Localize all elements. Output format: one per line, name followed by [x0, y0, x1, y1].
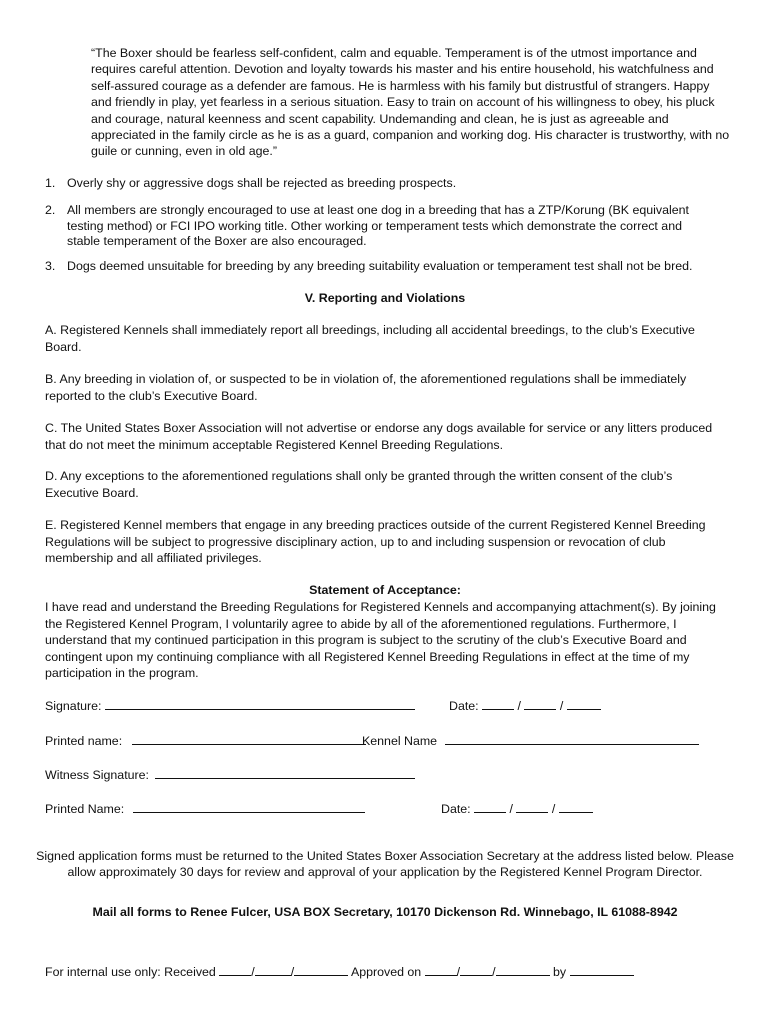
- approved-by-label: by: [553, 965, 567, 979]
- printed-name-field[interactable]: [132, 732, 366, 745]
- signature-field[interactable]: [105, 697, 415, 710]
- violation-paragraph: E. Registered Kennel members that engage in any breeding practices outside of the current Registered Kennel Breeding Regulations will be subject to progressive disciplinary action, up to and including suspension or revocation of club membership and all affiliated privileges.: [45, 518, 706, 566]
- return-note: Signed application forms must be returned to the United States Boxer Association Secretary at the address listed below. Please allow approximately 30 days for review and approval of your application by the Registered Kennel Program Director.: [36, 849, 734, 879]
- list-text: All members are strongly encouraged to use at least one dog in a breeding that has a ZTP/Korung (BK equivalent testing method) or FCI IPO working title. Other working or temperament tests which demonstrate the correct and stable temperament of the Boxer are also encouraged.: [67, 203, 689, 248]
- kennel-name-label: Kennel Name: [362, 734, 438, 748]
- date2-label: Date:: [441, 802, 471, 816]
- list-item: [45, 259, 715, 275]
- signature-row: [45, 697, 415, 713]
- violation-paragraph: D. Any exceptions to the aforementioned regulations shall only be granted through the written consent of the club’s Executive Board.: [45, 469, 673, 500]
- printed-name2-row: [45, 800, 365, 816]
- list-text: Dogs deemed unsuitable for breeding by any breeding suitability evaluation or temperament test shall not be bred.: [67, 259, 693, 273]
- printed-name2-field[interactable]: [133, 800, 365, 813]
- section-heading: V. Reporting and Violations: [304, 291, 466, 305]
- date-separator: /: [509, 802, 513, 816]
- list-number: 3.: [45, 259, 56, 273]
- approved-day-field[interactable]: [460, 963, 492, 976]
- approved-month-field[interactable]: [425, 963, 457, 976]
- kennel-name-row: [362, 732, 699, 748]
- list-number: 1.: [45, 176, 56, 190]
- acceptance-heading: Statement of Acceptance:: [309, 583, 461, 597]
- mailing-address: Mail all forms to Renee Fulcer, USA BOX Secretary, 10170 Dickenson Rd. Winnebago, IL 61088-8942: [92, 905, 678, 919]
- received-year-field[interactable]: [294, 963, 348, 976]
- received-day-field[interactable]: [255, 963, 291, 976]
- list-item: [45, 203, 715, 250]
- witness-label: Witness Signature:: [45, 768, 149, 782]
- approved-by-field[interactable]: [570, 963, 634, 976]
- received-month-field[interactable]: [219, 963, 251, 976]
- witness-signature-field[interactable]: [155, 766, 415, 779]
- date-separator: /: [492, 965, 496, 979]
- date-separator: /: [551, 802, 556, 816]
- date-separator: /: [559, 699, 564, 713]
- violation-paragraph: C. The United States Boxer Association will not advertise or endorse any dogs available for service or any litters produced that do not meet the minimum acceptable Registered Kennel Breeding Regulations.: [45, 421, 713, 452]
- date-separator: /: [517, 699, 521, 713]
- internal-received-label: For internal use only: Received: [45, 965, 216, 979]
- signature-label: Signature:: [45, 699, 102, 713]
- date-row: [449, 697, 601, 713]
- approved-year-field[interactable]: [496, 963, 550, 976]
- kennel-name-field[interactable]: [445, 732, 699, 745]
- date-month-field[interactable]: [482, 697, 514, 710]
- date2-row: [441, 800, 593, 816]
- date-separator: /: [290, 965, 295, 979]
- list-number: 2.: [45, 203, 56, 217]
- witness-row: [45, 766, 415, 782]
- acceptance-text: I have read and understand the Breeding Regulations for Registered Kennels and accompanying attachment(s). By joining the Registered Kennel Program, I voluntarily agree to abide by all of the aforementioned regulations. Furthermore, I understand that my continued participation in this program is subject to the scrutiny of the club’s Executive Board and contingent upon my continuing compliance with all Registered Kennel Breeding Regulations in effect at the time of my participation in the program.: [45, 600, 716, 681]
- violation-paragraph: A. Registered Kennels shall immediately report all breedings, including all accidental breedings, to the club’s Executive Board.: [45, 323, 695, 354]
- date-separator: /: [251, 965, 255, 979]
- approved-on-label: Approved on: [350, 965, 422, 979]
- date-day-field[interactable]: [524, 697, 556, 710]
- printed-name-row: [45, 732, 366, 748]
- date2-day-field[interactable]: [516, 800, 548, 813]
- printed-name2-label: Printed Name:: [45, 802, 125, 816]
- date2-year-field[interactable]: [559, 800, 593, 813]
- date-year-field[interactable]: [567, 697, 601, 710]
- date-separator: /: [456, 965, 461, 979]
- date-label: Date:: [449, 699, 479, 713]
- date2-month-field[interactable]: [474, 800, 506, 813]
- list-text: Overly shy or aggressive dogs shall be rejected as breeding prospects.: [67, 176, 457, 190]
- breed-standard-quote: “The Boxer should be fearless self-confident, calm and equable. Temperament is of the utmost importance and requires careful attention. Devotion and loyalty towards his master and his entire household, his watchfulness and self-assured courage as a defender are famous. He is harmless with his family but distrustful of strangers. Happy and friendly in play, yet fearless in a serious situation. Easy to train on account of his willingness to obey, his pluck and courage, natural keenness and scent capability. Undemanding and clean, he is just as agreeable and appreciated in the family circle as he is as a guard, companion and working dog. His character is trustworthy, with no guile or cunning, even in old age.”: [91, 46, 730, 159]
- printed-name-label: Printed name:: [45, 734, 123, 748]
- internal-use-row: [45, 963, 634, 979]
- list-item: [45, 176, 715, 192]
- violation-paragraph: B. Any breeding in violation of, or suspected to be in violation of, the aforementioned regulations shall be immediately reported to the club’s Executive Board.: [45, 372, 687, 403]
